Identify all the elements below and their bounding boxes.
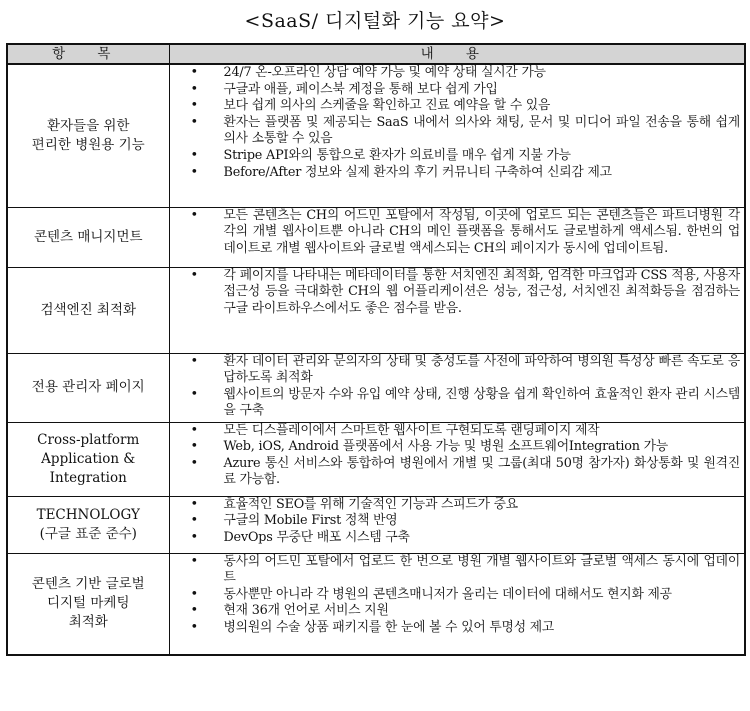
list-item: • Stripe API와의 통합으로 환자가 의료비를 매우 쉽게 지불 가능 [174,148,741,165]
list-item: • 현재 36개 언어로 서비스 지원 [174,603,741,620]
table-row [7,422,745,496]
list-item: • 구글의 Mobile First 정책 반영 [174,513,741,530]
document-title: <SaaS/ 디지털화 기능 요약> [244,10,506,32]
list-item: • Before/After 정보와 실제 환자의 후기 커뮤니티 구축하여 신뢰감 제고 [174,165,741,182]
table-row [7,353,745,422]
row-category: TECHNOLOGY (구글 표준 준수) [7,496,169,553]
list-item: • Azure 통신 서비스와 통합하여 병원에서 개별 및 그룹(최대 50명 참가자) 화상통화 및 원격진료 가능함. [174,456,741,489]
row-category: 환자들을 위한 편리한 병원용 기능 [7,64,169,207]
bullet-list [174,65,741,181]
list-item: • DevOps 무중단 배포 시스템 구축 [174,530,741,547]
row-category: 콘텐츠 매니지먼트 [7,207,169,267]
table-row [7,553,745,655]
table-row [7,207,745,267]
header-category: 항 목 [7,44,169,64]
list-item: • 24/7 온-오프라인 상담 예약 가능 및 예약 상태 실시간 가능 [174,65,741,82]
list-item: • 효율적인 SEO를 위해 기술적인 기능과 스피드가 중요 [174,497,741,514]
row-category: 콘텐츠 기반 글로벌 디지털 마케팅 최적화 [7,553,169,655]
bullet-list [174,497,741,547]
row-category: Cross-platform Application & Integration [7,422,169,496]
row-content [169,553,745,655]
header-content: 내 용 [169,44,745,64]
list-item: • 환자 데이터 관리와 문의자의 상태 및 충성도를 사전에 파악하여 병의원 특성상 빠른 속도로 응답하도록 최적화 [174,354,741,387]
bullet-list [174,423,741,489]
list-item: • 웹사이트의 방문자 수와 유입 예약 상태, 진행 상황을 쉽게 확인하여 효율적인 환자 관리 시스템을 구축 [174,387,741,420]
row-content [169,496,745,553]
row-category: 검색엔진 최적화 [7,267,169,353]
feature-summary-table [6,43,746,656]
table-row [7,64,745,207]
list-item: • 모든 디스플레이에서 스마트한 웹사이트 구현되도록 랜딩페이지 제작 [174,423,741,440]
list-item: • Web, iOS, Android 플랫폼에서 사용 가능 및 병원 소프트웨어Integration 가능 [174,439,741,456]
list-item: • 동사뿐만 아니라 각 병원의 콘텐츠매니저가 올리는 데이터에 대해서도 현지화 제공 [174,587,741,604]
list-item: • 구글과 애플, 페이스북 계정을 통해 보다 쉽게 가입 [174,82,741,99]
row-content [169,64,745,207]
bullet-list [174,268,741,318]
row-content [169,422,745,496]
list-item: • 각 페이지를 나타내는 메타데이터를 통한 서치엔진 최적화, 엄격한 마크업과 CSS 적용, 사용자 접근성 등을 극대화한 CH의 웹 어플리케이션은 성능, 접근성, 서치엔진 최적화등을 점검하는 구글 라이트하우스에서도 좋은 점수를 받음. [174,268,741,318]
table-row [7,267,745,353]
table-body [7,64,745,655]
list-item: • 병의원의 수술 상품 패키지를 한 눈에 볼 수 있어 투명성 제고 [174,620,741,637]
row-category: 전용 관리자 페이지 [7,353,169,422]
row-content [169,353,745,422]
bullet-list [174,554,741,637]
table-header-row [7,44,745,64]
list-item: • 모든 콘텐츠는 CH의 어드민 포탈에서 작성됨, 이곳에 업로드 되는 콘텐츠들은 파트너병원 각각의 개별 웹사이트뿐 아니라 CH의 메인 플랫폼을 통해서도 글로벌하게 액세스됨. 한번의 업데이트로 개별 웹사이트와 글로벌 액세스되는 CH의 페이지가 동시에 업데이트됨. [174,208,741,258]
bullet-list [174,354,741,420]
list-item: • 보다 쉽게 의사의 스케줄을 확인하고 진료 예약을 할 수 있음 [174,98,741,115]
row-content [169,207,745,267]
table-row [7,496,745,553]
list-item: • 동사의 어드민 포탈에서 업로드 한 번으로 병원 개별 웹사이트와 글로벌 액세스 동시에 업데이트 [174,554,741,587]
list-item: • 환자는 플랫폼 및 제공되는 SaaS 내에서 의사와 채팅, 문서 및 미디어 파일 전송을 통해 쉽게 의사 소통할 수 있음 [174,115,741,148]
row-content [169,267,745,353]
bullet-list [174,208,741,258]
